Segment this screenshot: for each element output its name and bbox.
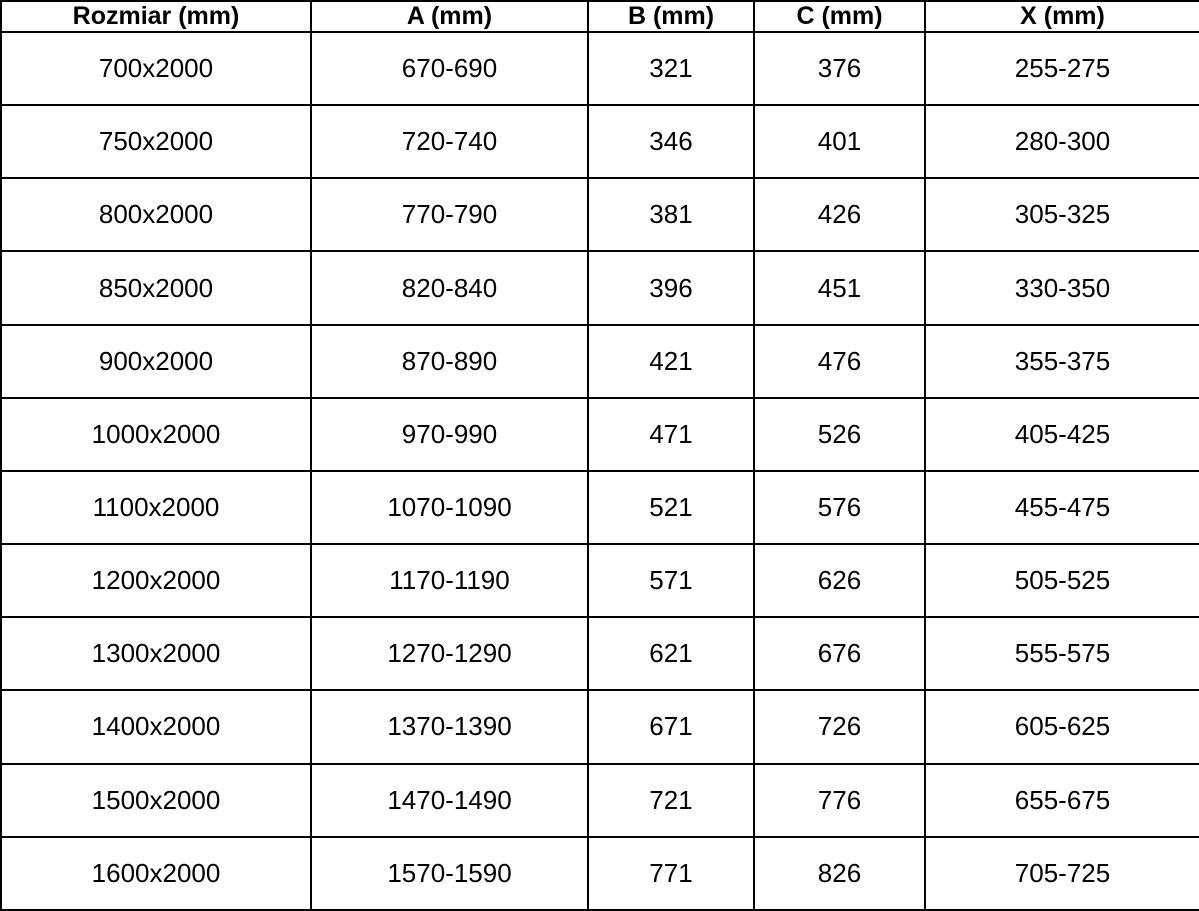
table-cell: 421 [588,325,754,398]
table-row [1,471,1199,544]
table-cell: 800x2000 [1,178,311,251]
table-cell: 870-890 [311,325,588,398]
table-cell: 1070-1090 [311,471,588,544]
table-cell: 1170-1190 [311,544,588,617]
table-cell: 451 [754,251,925,324]
table-cell: 655-675 [925,764,1199,837]
table-cell: 555-575 [925,617,1199,690]
table-cell: 626 [754,544,925,617]
header-cell-rozmiar: Rozmiar (mm) [1,1,311,32]
table-cell: 1600x2000 [1,837,311,910]
table-cell: 605-625 [925,690,1199,763]
table-cell: 900x2000 [1,325,311,398]
table-cell: 676 [754,617,925,690]
table-cell: 670-690 [311,32,588,105]
table-row [1,251,1199,324]
table-row [1,32,1199,105]
table-cell: 330-350 [925,251,1199,324]
table-cell: 671 [588,690,754,763]
header-cell-a: A (mm) [311,1,588,32]
table-cell: 1300x2000 [1,617,311,690]
table-cell: 750x2000 [1,105,311,178]
table-cell: 321 [588,32,754,105]
table-cell: 776 [754,764,925,837]
header-cell-b: B (mm) [588,1,754,32]
table-cell: 705-725 [925,837,1199,910]
table-row [1,764,1199,837]
table-cell: 255-275 [925,32,1199,105]
table-cell: 455-475 [925,471,1199,544]
table-cell: 720-740 [311,105,588,178]
table-cell: 1570-1590 [311,837,588,910]
table-cell: 305-325 [925,178,1199,251]
table-row [1,178,1199,251]
table-cell: 771 [588,837,754,910]
table-cell: 521 [588,471,754,544]
table-row [1,544,1199,617]
table-cell: 1500x2000 [1,764,311,837]
table-row [1,105,1199,178]
table-cell: 401 [754,105,925,178]
table-cell: 726 [754,690,925,763]
table-cell: 850x2000 [1,251,311,324]
table-row [1,398,1199,471]
table-cell: 381 [588,178,754,251]
table-cell: 476 [754,325,925,398]
table-cell: 355-375 [925,325,1199,398]
table-cell: 1370-1390 [311,690,588,763]
table-row [1,837,1199,910]
table-cell: 571 [588,544,754,617]
table-cell: 1270-1290 [311,617,588,690]
table-cell: 770-790 [311,178,588,251]
table-cell: 621 [588,617,754,690]
table-row [1,617,1199,690]
header-cell-c: C (mm) [754,1,925,32]
table-cell: 1400x2000 [1,690,311,763]
header-cell-x: X (mm) [925,1,1199,32]
table-cell: 396 [588,251,754,324]
table-cell: 1470-1490 [311,764,588,837]
table-cell: 1000x2000 [1,398,311,471]
table-cell: 820-840 [311,251,588,324]
table-cell: 280-300 [925,105,1199,178]
table-cell: 526 [754,398,925,471]
table-cell: 426 [754,178,925,251]
table-cell: 376 [754,32,925,105]
table-cell: 1200x2000 [1,544,311,617]
table-cell: 826 [754,837,925,910]
table-cell: 1100x2000 [1,471,311,544]
table-cell: 576 [754,471,925,544]
table-row [1,325,1199,398]
table-cell: 346 [588,105,754,178]
table-cell: 505-525 [925,544,1199,617]
table-body [1,32,1199,910]
table-cell: 405-425 [925,398,1199,471]
table-cell: 721 [588,764,754,837]
table-cell: 970-990 [311,398,588,471]
table-cell: 700x2000 [1,32,311,105]
table-cell: 471 [588,398,754,471]
header-row [1,1,1199,32]
table-row [1,690,1199,763]
